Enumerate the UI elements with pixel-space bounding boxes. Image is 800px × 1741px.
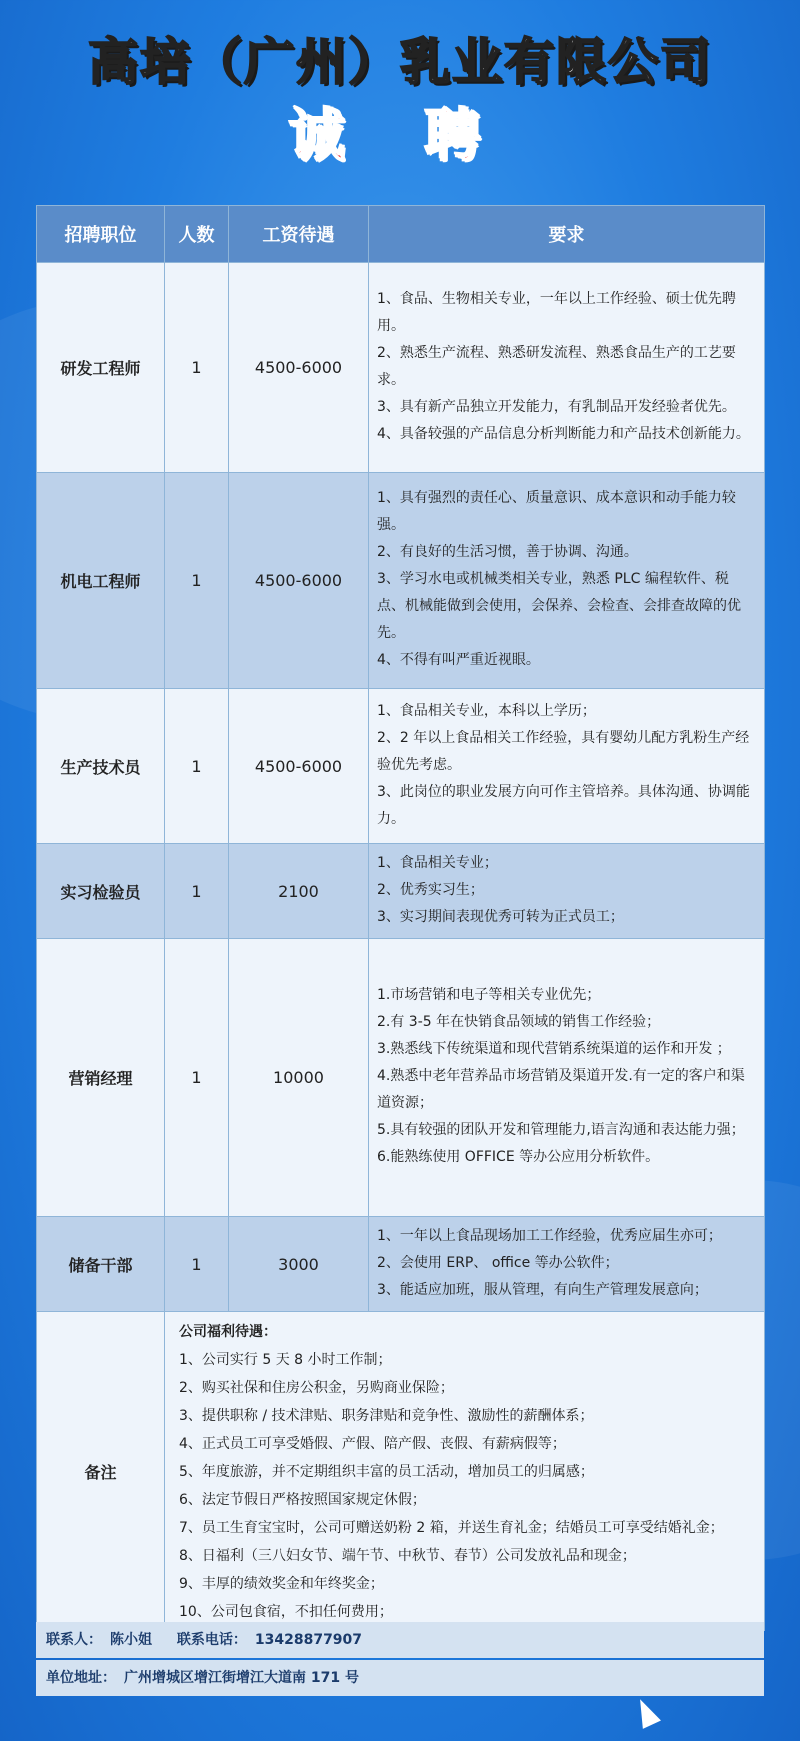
- position-cell: 生产技术员: [37, 689, 165, 844]
- requirements-cell: [369, 689, 765, 844]
- table-row: [37, 939, 765, 1217]
- benefit-item: 10、公司包食宿，不扣任何费用；: [179, 1604, 393, 1620]
- requirement-item: 4、具备较强的产品信息分析判断能力和产品技术创新能力。: [377, 425, 750, 442]
- address-label: 单位地址：: [46, 1670, 116, 1686]
- position-cell: 研发工程师: [37, 263, 165, 473]
- table-row: [37, 263, 765, 473]
- requirements-cell: [369, 263, 765, 473]
- requirement-item: 1.市场营销和电子等相关专业优先；: [377, 987, 601, 1003]
- phone-number: 13428877907: [254, 1632, 363, 1648]
- table-row: [37, 689, 765, 844]
- column-header-count: 人数: [165, 206, 229, 263]
- requirement-item: 1、食品相关专业，本科以上学历；: [377, 702, 596, 719]
- salary-cell: 4500-6000: [229, 473, 369, 689]
- count-cell: 1: [165, 1217, 229, 1312]
- requirement-item: 4.熟悉中老年营养品市场营销及渠道开发.有一定的客户和渠道资源；: [377, 1068, 745, 1111]
- notes-label: 备注: [37, 1312, 165, 1631]
- contact-line: [36, 1622, 764, 1658]
- benefit-item: 3、提供职称 / 技术津贴、职务津贴和竞争性、激励性的薪酬体系；: [179, 1408, 594, 1424]
- contact-label: 联系人：: [46, 1632, 102, 1648]
- requirement-item: 2.有 3-5 年在快销食品领域的销售工作经验；: [377, 1014, 661, 1030]
- position-cell: 实习检验员: [37, 844, 165, 939]
- requirement-item: 3、具有新产品独立开发能力，有乳制品开发经验者优先。: [377, 398, 736, 415]
- salary-cell: 10000: [229, 939, 369, 1217]
- benefit-item: 8、日福利（三八妇女节、端午节、中秋节、春节）公司发放礼品和现金；: [179, 1548, 636, 1564]
- requirement-item: 6.能熟练使用 OFFICE 等办公应用分析软件。: [377, 1149, 660, 1165]
- column-header-salary: 工资待遇: [229, 206, 369, 263]
- requirement-item: 4、不得有叫严重近视眼。: [377, 652, 540, 668]
- position-cell: 储备干部: [37, 1217, 165, 1312]
- benefit-item: 9、丰厚的绩效奖金和年终奖金；: [179, 1576, 384, 1592]
- requirements-cell: [369, 939, 765, 1217]
- requirement-item: 3、学习水电或机械类相关专业，熟悉 PLC 编程软件、税点、机械能做到会使用，会保养、会检查、会排查故障的优先。: [377, 571, 741, 641]
- column-header-position: 招聘职位: [37, 206, 165, 263]
- notes-row: [37, 1312, 765, 1631]
- phone-label: 联系电话：: [176, 1632, 247, 1648]
- requirement-item: 2、有良好的生活习惯，善于协调、沟通。: [377, 544, 638, 560]
- requirement-item: 1、具有强烈的责任心、质量意识、成本意识和动手能力较强。: [377, 490, 736, 533]
- company-title: 高培（广州）乳业有限公司: [88, 33, 712, 91]
- count-cell: 1: [165, 263, 229, 473]
- count-cell: 1: [165, 473, 229, 689]
- requirement-item: 2、优秀实习生；: [377, 881, 484, 898]
- benefit-item: 7、员工生育宝宝时，公司可赠送奶粉 2 箱，并送生育礼金；结婚员工可享受结婚礼金；: [179, 1520, 724, 1536]
- contact-name: 陈小姐: [110, 1632, 152, 1648]
- job-table: [36, 205, 764, 1631]
- salary-cell: 4500-6000: [229, 263, 369, 473]
- requirements-cell: [369, 844, 765, 939]
- table-row: [37, 1217, 765, 1312]
- address-text: 广州增城区增江街增江大道南 171 号: [124, 1670, 359, 1686]
- position-cell: 营销经理: [37, 939, 165, 1217]
- requirement-item: 1、一年以上食品现场加工工作经验，优秀应届生亦可；: [377, 1227, 722, 1244]
- requirement-item: 2、熟悉生产流程、熟悉研发流程、熟悉食品生产的工艺要求。: [377, 344, 736, 388]
- benefit-item: 5、年度旅游，并不定期组织丰富的员工活动，增加员工的归属感；: [179, 1464, 594, 1480]
- count-cell: 1: [165, 689, 229, 844]
- benefit-item: 1、公司实行 5 天 8 小时工作制；: [179, 1352, 392, 1368]
- benefits-heading: 公司福利待遇：: [179, 1324, 277, 1340]
- column-header-requirements: 要求: [369, 206, 765, 263]
- recruitment-heading: 诚 聘: [289, 104, 511, 169]
- requirement-item: 1、食品相关专业；: [377, 854, 498, 871]
- requirement-item: 3.熟悉线下传统渠道和现代营销系统渠道的运作和开发 ；: [377, 1041, 731, 1057]
- table-row: [37, 473, 765, 689]
- address-line: [36, 1660, 764, 1696]
- count-cell: 1: [165, 844, 229, 939]
- requirements-cell: [369, 1217, 765, 1312]
- requirement-item: 1、食品、生物相关专业，一年以上工作经验、硕士优先聘用。: [377, 290, 736, 334]
- requirement-item: 3、实习期间表现优秀可转为正式员工；: [377, 908, 624, 925]
- requirement-item: 2、会使用 ERP、 office 等办公软件；: [377, 1254, 619, 1271]
- salary-cell: 4500-6000: [229, 689, 369, 844]
- pointer-icon: [631, 1695, 661, 1729]
- requirement-item: 2、2 年以上食品相关工作经验，具有婴幼儿配方乳粉生产经验优先考虑。: [377, 729, 750, 773]
- salary-cell: 3000: [229, 1217, 369, 1312]
- requirement-item: 3、此岗位的职业发展方向可作主管培养。具体沟通、协调能力。: [377, 783, 750, 827]
- benefit-item: 6、法定节假日严格按照国家规定休假；: [179, 1492, 426, 1508]
- table-row: [37, 844, 765, 939]
- salary-cell: 2100: [229, 844, 369, 939]
- count-cell: 1: [165, 939, 229, 1217]
- requirement-item: 5.具有较强的团队开发和管理能力,语言沟通和表达能力强；: [377, 1122, 745, 1138]
- benefit-item: 4、正式员工可享受婚假、产假、陪产假、丧假、有薪病假等；: [179, 1436, 566, 1452]
- benefits-cell: [165, 1312, 765, 1631]
- requirement-item: 3、能适应加班，服从管理，有向生产管理发展意向；: [377, 1281, 708, 1298]
- requirements-cell: [369, 473, 765, 689]
- position-cell: 机电工程师: [37, 473, 165, 689]
- table-header-row: [37, 206, 765, 263]
- benefit-item: 2、购买社保和住房公积金，另购商业保险；: [179, 1380, 454, 1396]
